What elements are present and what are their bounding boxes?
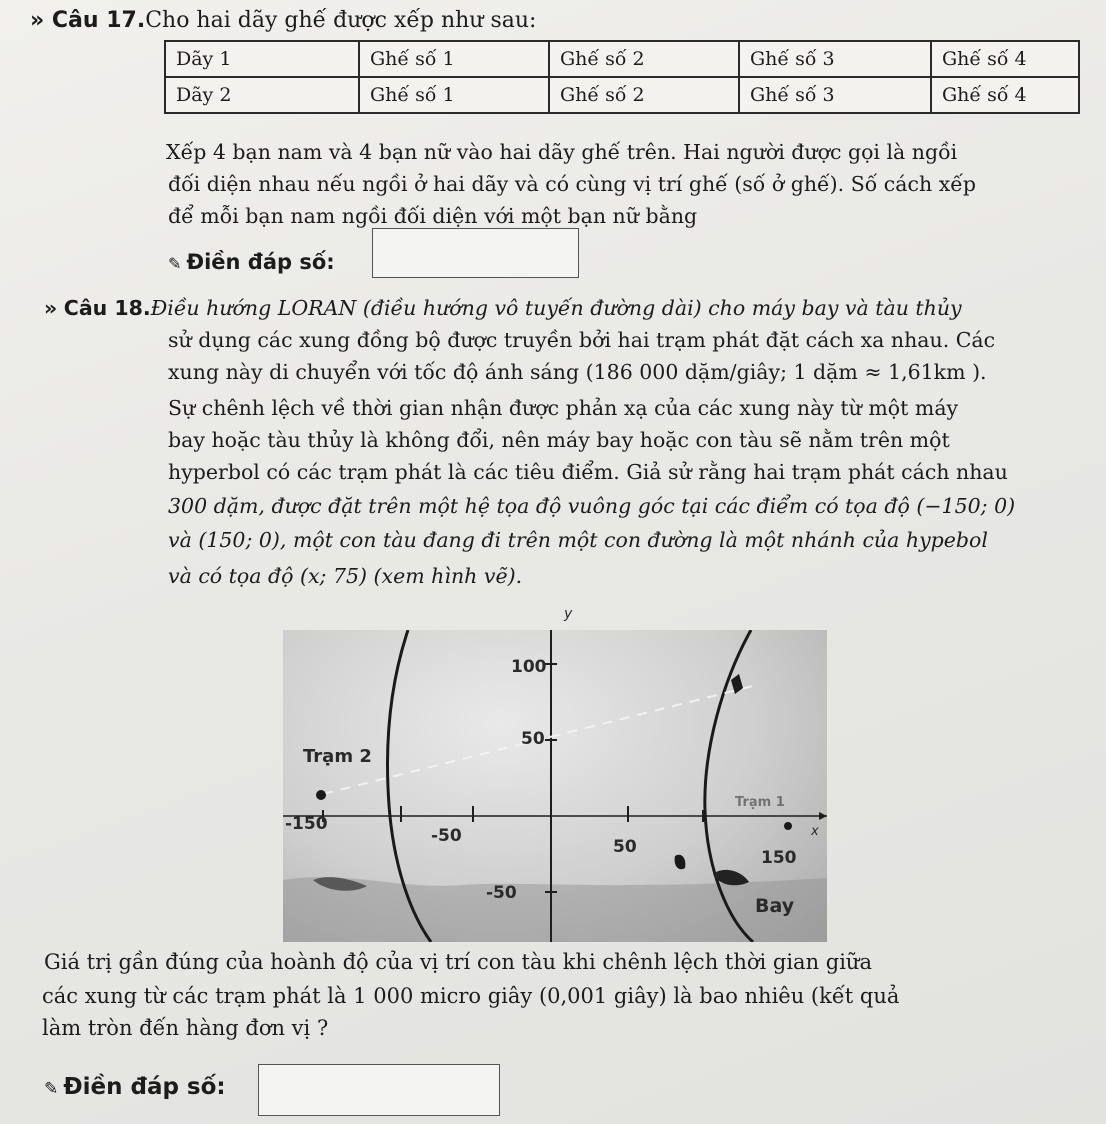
q18-line: bay hoặc tàu thủy là không đổi, nên máy bay hoặc con tàu sẽ nằm trên một	[168, 428, 950, 452]
pencil-icon: ✎	[44, 1079, 59, 1099]
table-cell: Ghế số 1	[359, 41, 549, 77]
q18-question-line: Giá trị gần đúng của hoành độ của vị trí con tàu khi chênh lệch thời gian giữa	[44, 950, 872, 974]
q18-line: và có tọa độ (x; 75) (xem hình vẽ).	[168, 564, 523, 588]
station-1-label: Trạm 1	[735, 795, 785, 810]
q17-answer-box[interactable]	[372, 228, 579, 278]
q18-line: 300 dặm, được đặt trên một hệ tọa độ vuông góc tại các điểm có tọa độ (−150; 0)	[168, 494, 1016, 518]
q17-line: đối diện nhau nếu ngồi ở hai dãy và có cùng vị trí ghế (số ở ghế). Số cách xếp	[168, 172, 976, 196]
q18-line: và (150; 0), một con tàu đang đi trên một con đường là một nhánh của hypebol	[168, 528, 988, 552]
y-axis-label-svg	[560, 600, 584, 628]
y-tick-label-50: 50	[521, 729, 545, 749]
q18-answer-box[interactable]	[258, 1064, 500, 1116]
x-axis-label: x	[811, 824, 819, 839]
q17-marker: »	[30, 8, 45, 33]
table-cell: Ghế số 2	[549, 77, 739, 113]
q17-line: để mỗi bạn nam ngồi đối diện với một bạn nữ bằng	[168, 204, 698, 228]
table-cell: Dãy 2	[165, 77, 359, 113]
q18-answer-row	[44, 1074, 226, 1100]
x-tick-label-50: 50	[613, 837, 637, 857]
x-tick-label-neg50: -50	[431, 826, 462, 846]
table-cell: Ghế số 4	[931, 41, 1079, 77]
q18-answer-label: Điền đáp số:	[63, 1074, 226, 1100]
q17-label: Câu 17.	[51, 8, 146, 33]
q18-label: Câu 18.	[63, 296, 151, 320]
q18-marker: »	[44, 296, 58, 320]
table-cell: Ghế số 1	[359, 77, 549, 113]
seat-table	[164, 40, 1080, 114]
x-axis-arrow	[819, 812, 827, 820]
question-17-heading	[30, 8, 536, 33]
loran-figure-svg	[283, 630, 827, 942]
table-cell: Dãy 1	[165, 41, 359, 77]
q17-intro: Cho hai dãy ghế được xếp như sau:	[145, 8, 537, 33]
q17-line: Xếp 4 bạn nam và 4 bạn nữ vào hai dãy ghế trên. Hai người được gọi là ngồi	[166, 140, 958, 164]
table-row	[165, 77, 1079, 113]
y-axis-label: y	[564, 606, 573, 622]
station-2-marker	[316, 790, 326, 800]
table-cell: Ghế số 2	[549, 41, 739, 77]
y-tick-label-100: 100	[511, 657, 547, 677]
q18-line: xung này di chuyển với tốc độ ánh sáng (186 000 dặm/giây; 1 dặm ≈ 1,61km ).	[168, 360, 987, 384]
table-cell: Ghế số 3	[739, 77, 931, 113]
q17-answer-label: Điền đáp số:	[186, 250, 335, 274]
station-2-label: Trạm 2	[303, 746, 372, 767]
table-cell: Ghế số 4	[931, 77, 1079, 113]
q18-line: Điều hướng LORAN (điều hướng vô tuyến đường dài) cho máy bay và tàu thủy	[150, 296, 962, 320]
q18-line: sử dụng các xung đồng bộ được truyền bởi hai trạm phát đặt cách xa nhau. Các	[168, 328, 996, 352]
ship-label: Bay	[755, 895, 795, 917]
y-tick-label-neg50: -50	[486, 883, 517, 903]
q18-first-line	[44, 292, 962, 324]
q18-line: hyperbol có các trạm phát là các tiêu điểm. Giả sử rằng hai trạm phát cách nhau	[168, 460, 1008, 484]
q18-question-line: làm tròn đến hàng đơn vị ?	[42, 1016, 329, 1040]
x-tick-label-150: 150	[761, 848, 797, 868]
x-tick-label-neg150: -150	[285, 814, 328, 834]
ship-icon	[675, 855, 686, 870]
loran-figure	[283, 630, 827, 942]
q18-question-line: các xung từ các trạm phát là 1 000 micro giây (0,001 giây) là bao nhiêu (kết quả	[42, 984, 900, 1008]
table-cell: Ghế số 3	[739, 41, 931, 77]
q18-line: Sự chênh lệch về thời gian nhận được phản xạ của các xung này từ một máy	[168, 396, 959, 420]
table-row	[165, 41, 1079, 77]
q17-answer-row	[168, 250, 335, 274]
pencil-icon: ✎	[168, 254, 182, 273]
station-1-marker	[784, 822, 792, 830]
